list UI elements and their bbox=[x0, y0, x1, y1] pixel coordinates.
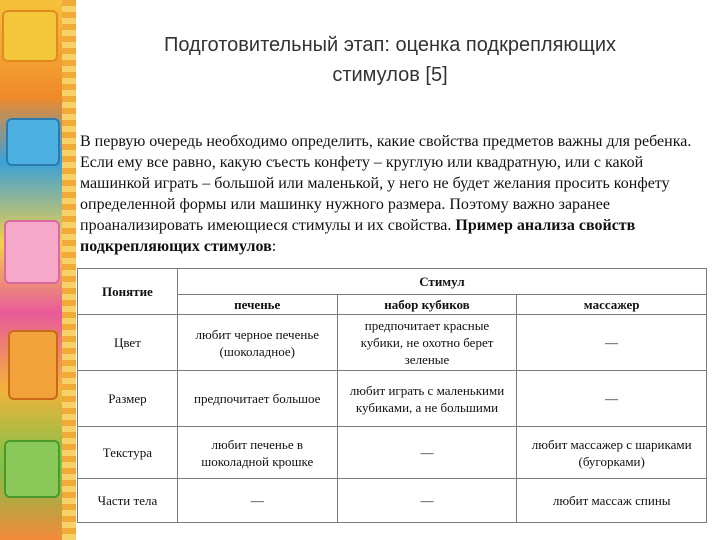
row-label: Размер bbox=[78, 371, 178, 427]
row-label: Цвет bbox=[78, 315, 178, 371]
page-title bbox=[90, 30, 690, 90]
table-cell: любит печенье в шоколадной крошке bbox=[177, 427, 337, 479]
table-row bbox=[78, 371, 707, 427]
column-header: массажер bbox=[517, 295, 707, 315]
intro-text: В первую очередь необходимо определить, какие свойства предметов важны для ребенка. Если ему все равно, какую съесть конфету – круглую или квадратную, или с какой машинкой играть – большой или маленькой, у него не будет желания просить конфету определенной формы или машинку нужного размера. Поэтому важно заранее проанализировать имеющиеся стимулы и их свойства. bbox=[80, 133, 692, 234]
table-cell: предпочитает большое bbox=[177, 371, 337, 427]
decorative-side-image bbox=[0, 0, 62, 540]
stimulus-header: Стимул bbox=[177, 269, 706, 295]
table-cell: предпочитает красные кубики, не охотно берет зеленые bbox=[337, 315, 517, 371]
stimulus-table bbox=[77, 268, 707, 523]
column-header: набор кубиков bbox=[337, 295, 517, 315]
intro-bold: Пример анализа свойств подкрепляющих стимулов bbox=[80, 217, 636, 255]
table-cell: — bbox=[517, 371, 707, 427]
concept-header: Понятие bbox=[78, 269, 178, 315]
decorative-stripe bbox=[62, 0, 76, 540]
table-cell: любит черное печенье (шоколадное) bbox=[177, 315, 337, 371]
title-line-2: стимулов [5] bbox=[332, 64, 448, 86]
table-cell: любит играть с маленькими кубиками, а не большими bbox=[337, 371, 517, 427]
column-header: печенье bbox=[177, 295, 337, 315]
table-cell: — bbox=[337, 479, 517, 523]
table-cell: любит массажер с шариками (бугорками) bbox=[517, 427, 707, 479]
intro-tail: : bbox=[271, 238, 277, 255]
table-cell: — bbox=[177, 479, 337, 523]
table-row bbox=[78, 427, 707, 479]
row-label: Части тела bbox=[78, 479, 178, 523]
title-line-1: Подготовительный этап: оценка подкрепляющих bbox=[163, 34, 617, 56]
table-cell: любит массаж спины bbox=[517, 479, 707, 523]
table-cell: — bbox=[517, 315, 707, 371]
row-label: Текстура bbox=[78, 427, 178, 479]
table-cell: — bbox=[337, 427, 517, 479]
intro-paragraph bbox=[80, 131, 708, 257]
table-row bbox=[78, 479, 707, 523]
table-row bbox=[78, 315, 707, 371]
